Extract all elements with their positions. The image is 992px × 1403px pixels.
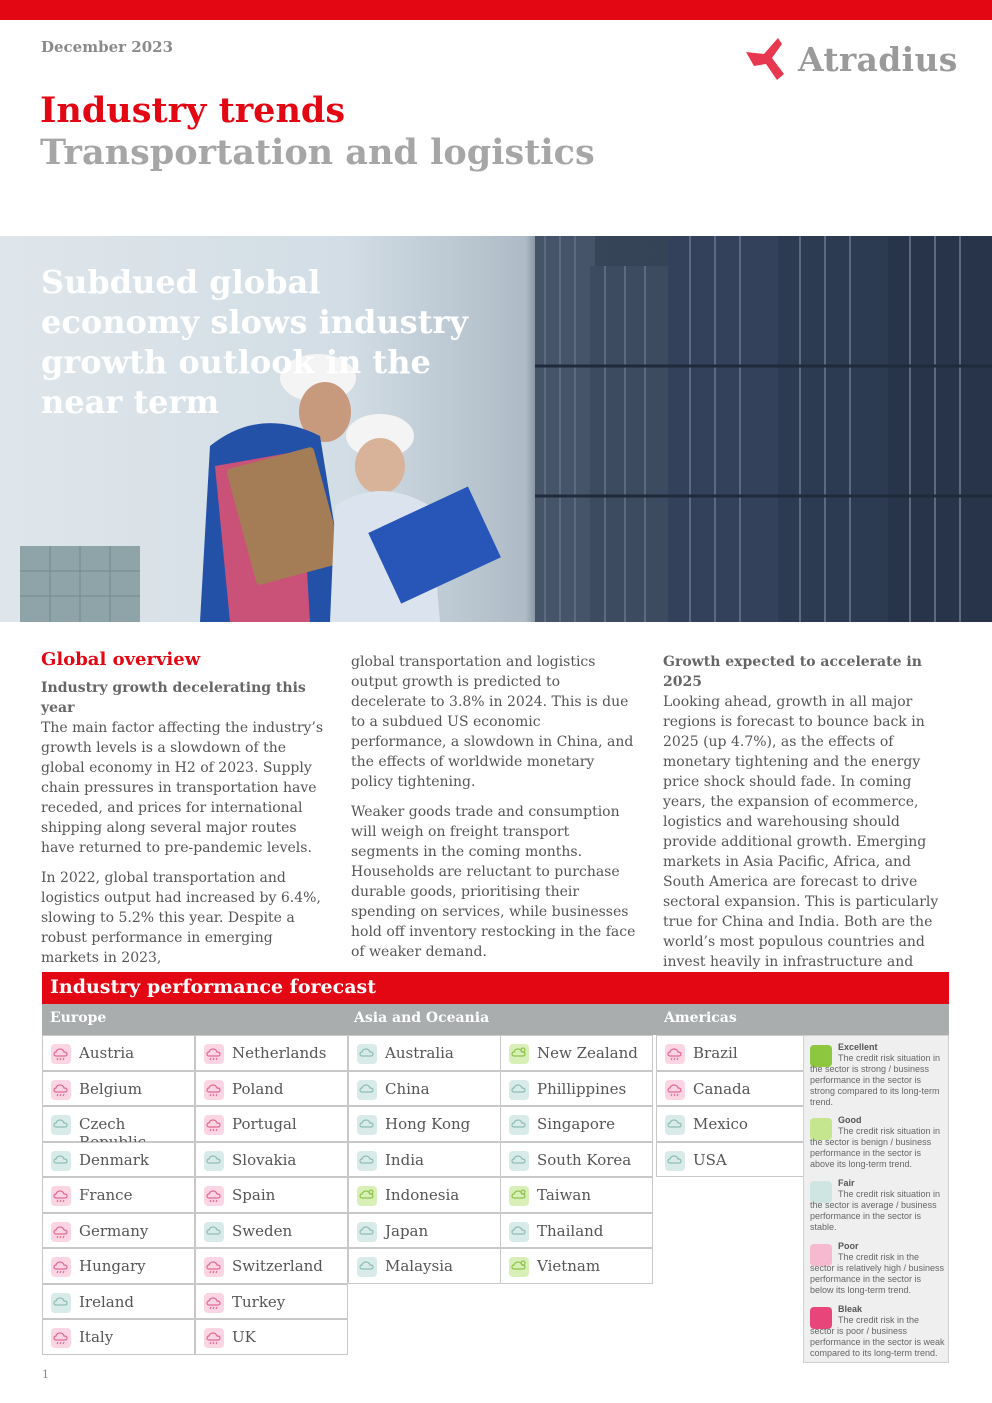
legend-description: The credit risk situation in the sector is benign / business performance in the sector is above its long-term trend. — [810, 1126, 941, 1169]
legend-title: Poor — [838, 1241, 859, 1251]
fair-rating-icon — [357, 1044, 377, 1064]
top-brand-bar — [0, 0, 992, 20]
atradius-logo — [744, 36, 958, 86]
country-name: South Korea — [537, 1150, 632, 1169]
country-cell — [42, 1213, 195, 1249]
rating-legend — [803, 1035, 949, 1363]
country-cell — [195, 1106, 348, 1142]
country-name: Japan — [385, 1221, 429, 1240]
country-name: Portugal — [232, 1115, 297, 1133]
fair-rating-icon — [509, 1115, 529, 1135]
country-cell — [500, 1213, 653, 1249]
hero-banner — [0, 236, 992, 622]
fair-rating-icon — [204, 1151, 224, 1171]
fair-rating-icon — [509, 1080, 529, 1100]
poor-rating-icon — [51, 1186, 71, 1206]
subheading: Growth expected to accelerate in 2025 — [663, 654, 922, 690]
country-cell — [42, 1248, 195, 1284]
fair-rating-icon — [357, 1257, 377, 1277]
country-cell — [656, 1071, 809, 1107]
poor-rating-icon — [204, 1293, 224, 1313]
logo-wordmark: Atradius — [798, 40, 958, 79]
country-cell — [195, 1035, 348, 1071]
article-column-3 — [663, 652, 951, 1002]
forecast-table-title: Industry performance forecast — [42, 972, 949, 1004]
country-cell — [348, 1035, 501, 1071]
fair-rating-icon — [51, 1293, 71, 1313]
country-cell — [195, 1319, 348, 1355]
fair-rating-icon — [509, 1151, 529, 1171]
country-name: Thailand — [537, 1221, 604, 1240]
fair-rating-icon — [357, 1222, 377, 1242]
legend-title: Excellent — [838, 1042, 878, 1052]
country-name: Vietnam — [537, 1257, 601, 1275]
fair-rating-icon — [357, 1115, 377, 1135]
country-name: Phillippines — [537, 1079, 627, 1098]
country-name: Turkey — [232, 1292, 286, 1311]
country-name: Mexico — [693, 1115, 748, 1133]
article-column-1 — [41, 650, 329, 978]
legend-title: Good — [838, 1115, 862, 1125]
country-name: Taiwan — [537, 1186, 592, 1204]
country-cell — [348, 1213, 501, 1249]
subheading: Industry growth decelerating this year — [41, 680, 306, 716]
country-name: Denmark — [79, 1150, 149, 1169]
country-cell — [656, 1106, 809, 1142]
fair-rating-icon — [665, 1151, 685, 1171]
country-name: Sweden — [232, 1221, 293, 1240]
paragraph: Looking ahead, growth in all major regions is forecast to bounce back in 2025 (up 4.7%), as the effects of monetary tightening and the energy price shock should fade. In coming years, the expansion of ecommerce, logistics and warehousing should provide additional growth. Emerging markets in Asia Pacific, Africa, and South America are forecast to drive sectoral expansion. This is particularly true for China and India. Both are the world’s most populous countries and invest heavily in infrastructure and — [663, 694, 939, 970]
fair-rating-icon — [204, 1222, 224, 1242]
region-header-row — [42, 1004, 949, 1035]
country-cell — [500, 1035, 653, 1071]
good-rating-icon — [357, 1186, 377, 1206]
poor-rating-icon — [204, 1115, 224, 1135]
country-name: Brazil — [693, 1044, 738, 1062]
country-cell — [195, 1071, 348, 1107]
poor-rating-icon — [51, 1257, 71, 1277]
country-cell — [42, 1142, 195, 1178]
legend-description: The credit risk in the sector is relatively high / business performance in the sector is below its long-term trend. — [810, 1252, 945, 1295]
good-rating-icon — [509, 1186, 529, 1206]
country-cell — [42, 1106, 195, 1142]
fair-rating-icon — [357, 1151, 377, 1171]
country-cell — [500, 1177, 653, 1213]
country-name: Czech — [79, 1115, 126, 1133]
fair-rating-icon — [509, 1222, 529, 1242]
paragraph: global transportation and logistics output growth is predicted to decelerate to 3.8% in 2024. This is due to a subdued US economic performance, a slowdown in China, and the effects of worldwide monetary policy tightening. — [351, 654, 634, 790]
country-name: USA — [693, 1150, 727, 1169]
country-cell — [195, 1213, 348, 1249]
legend-description: The credit risk situation in the sector is strong / business performance in the sector is strong compared to its long-term trend. — [810, 1053, 941, 1107]
poor-rating-icon — [51, 1044, 71, 1064]
poor-rating-icon — [665, 1044, 685, 1064]
atradius-logo-icon — [744, 36, 794, 86]
publication-date: December 2023 — [41, 38, 174, 56]
country-name: New Zealand — [537, 1044, 638, 1062]
country-name: China — [385, 1079, 430, 1098]
poor-rating-icon — [204, 1186, 224, 1206]
country-name: Canada — [693, 1079, 751, 1098]
country-cell — [348, 1071, 501, 1107]
country-name: Italy — [79, 1328, 114, 1346]
fair-rating-icon — [51, 1151, 71, 1171]
poor-rating-icon — [51, 1328, 71, 1348]
country-name: UK — [232, 1328, 256, 1346]
country-cell — [42, 1284, 195, 1320]
country-name: Slovakia — [232, 1150, 297, 1169]
legend-title: Bleak — [838, 1304, 863, 1314]
country-cell — [42, 1177, 195, 1213]
poor-rating-icon — [51, 1080, 71, 1100]
country-cell — [348, 1142, 501, 1178]
country-cell — [195, 1248, 348, 1284]
country-name: Austria — [79, 1044, 135, 1062]
country-name: Belgium — [79, 1079, 142, 1098]
country-cell — [42, 1319, 195, 1355]
country-cell — [500, 1071, 653, 1107]
country-name: Hong Kong — [385, 1115, 471, 1133]
country-cell — [500, 1248, 653, 1284]
poor-rating-icon — [204, 1328, 224, 1348]
country-cell — [195, 1142, 348, 1178]
country-name: France — [79, 1186, 133, 1204]
country-name: Indonesia — [385, 1186, 460, 1204]
hero-headline: Subdued global economy slows industry growth outlook in the near term — [41, 263, 468, 421]
country-name: India — [385, 1150, 424, 1169]
country-cell — [656, 1142, 809, 1178]
country-cell — [195, 1284, 348, 1320]
poor-rating-icon — [51, 1222, 71, 1242]
legend-description: The credit risk situation in the sector is average / business performance in the sector is stable. — [810, 1189, 941, 1232]
country-cell — [348, 1177, 501, 1213]
country-cell — [500, 1106, 653, 1142]
article-column-2 — [351, 652, 639, 972]
region-europe: Europe — [50, 1010, 107, 1026]
paragraph: Weaker goods trade and consumption will weigh on freight transport segments in the coming months. Households are reluctant to purchase durable goods, prioritising their spending on services, while businesses hold off inventory restocking in the face of weaker demand. — [351, 804, 636, 960]
section-title: Global overview — [41, 649, 201, 670]
fair-rating-icon — [357, 1080, 377, 1100]
country-name: Netherlands — [232, 1044, 327, 1062]
country-name: Spain — [232, 1186, 276, 1204]
paragraph: The main factor affecting the industry’s growth levels is a slowdown of the global economy in H2 of 2023. Supply chain pressures in transportation have receded, and prices for international shipping along several major routes have returned to pre-pandemic levels. — [41, 720, 324, 856]
country-cell — [42, 1035, 195, 1071]
country-cell — [656, 1035, 809, 1071]
country-name: Singapore — [537, 1115, 615, 1133]
country-cell — [348, 1106, 501, 1142]
poor-rating-icon — [204, 1044, 224, 1064]
legend-description: The credit risk in the sector is poor / business performance in the sector is weak compared to its long-term trend. — [810, 1315, 945, 1358]
country-name: Hungary — [79, 1257, 146, 1275]
page-title: Industry trends — [40, 90, 346, 131]
country-name: Poland — [232, 1079, 284, 1098]
country-name: Germany — [79, 1221, 149, 1240]
page-number: 1 — [42, 1368, 49, 1381]
country-cell — [348, 1248, 501, 1284]
region-americas: Americas — [664, 1010, 737, 1026]
legend-title: Fair — [838, 1178, 855, 1188]
country-name: Malaysia — [385, 1257, 453, 1275]
country-cell — [500, 1142, 653, 1178]
poor-rating-icon — [204, 1257, 224, 1277]
fair-rating-icon — [665, 1115, 685, 1135]
country-cell — [42, 1071, 195, 1107]
fair-rating-icon — [51, 1115, 71, 1135]
poor-rating-icon — [204, 1080, 224, 1100]
page-subtitle: Transportation and logistics — [40, 132, 595, 173]
country-cell — [195, 1177, 348, 1213]
region-asia-oceania: Asia and Oceania — [354, 1010, 490, 1026]
country-name: Australia — [385, 1044, 454, 1062]
paragraph: In 2022, global transportation and logistics output had increased by 6.4%, slowing to 5.2% this year. Despite a robust performance in emerging markets in 2023, — [41, 870, 321, 966]
country-name: Ireland — [79, 1292, 134, 1311]
poor-rating-icon — [665, 1080, 685, 1100]
good-rating-icon — [509, 1044, 529, 1064]
good-rating-icon — [509, 1257, 529, 1277]
country-name: Switzerland — [232, 1257, 323, 1275]
